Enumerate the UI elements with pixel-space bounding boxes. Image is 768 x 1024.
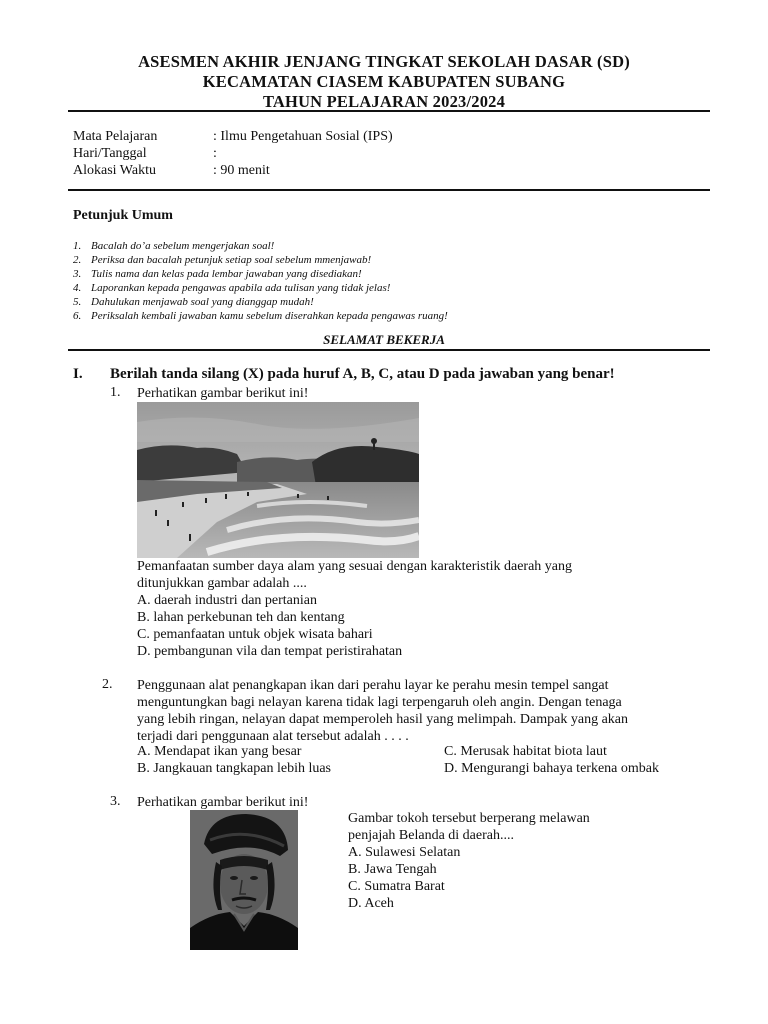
option-b[interactable]: B. lahan perkebunan teh dan kentang: [137, 610, 345, 625]
item-text: Dahulukan menjawab soal yang dianggap mudah!: [91, 296, 314, 308]
portrait-image: [190, 810, 298, 950]
info-row-time: [73, 162, 393, 179]
stem-line: yang lebih ringan, nelayan dapat memperoleh hasil yang melimpah. Dampak yang akan: [137, 712, 629, 727]
instructions-list: [73, 239, 448, 323]
item-text: Bacalah do’a sebelum mengerjakan soal!: [91, 240, 275, 252]
question-1-number: 1.: [110, 385, 121, 400]
section-number: I.: [73, 366, 83, 382]
info-value: : Ilmu Pengetahuan Sosial (IPS): [213, 129, 393, 144]
stem-line: terjadi dari penggunaan alat tersebut adalah . . . .: [137, 729, 409, 744]
info-value: : 90 menit: [213, 163, 270, 178]
info-value: :: [213, 146, 217, 161]
divider-greeting: [68, 349, 710, 351]
item-number: 2.: [73, 254, 82, 266]
item-text: Periksalah kembali jawaban kamu sebelum diserahkan kepada pengawas ruang!: [91, 310, 448, 322]
option-b[interactable]: B. Jawa Tengah: [348, 862, 437, 877]
exam-info: [73, 128, 393, 179]
beach-image: [137, 402, 419, 558]
stem-line: Pemanfaatan sumber daya alam yang sesuai dengan karakteristik daerah yang: [137, 559, 572, 574]
instructions-title: Petunjuk Umum: [73, 208, 173, 223]
list-item: [73, 295, 448, 309]
exam-title: [0, 52, 768, 112]
stem-line: Penggunaan alat penangkapan ikan dari perahu layar ke perahu mesin tempel sangat: [137, 678, 609, 693]
divider-top: [68, 110, 710, 112]
item-text: Periksa dan bacalah petunjuk setiap soal sebelum mmenjawab!: [91, 254, 372, 266]
info-key: Alokasi Waktu: [73, 163, 156, 178]
question-3-stem: [348, 810, 590, 912]
question-2-number: 2.: [102, 677, 113, 692]
stem-line: penjajah Belanda di daerah....: [348, 828, 514, 843]
list-item: [73, 253, 448, 267]
question-1-intro: Perhatikan gambar berikut ini!: [137, 386, 309, 401]
item-text: Tulis nama dan kelas pada lembar jawaban yang disediakan!: [91, 268, 362, 280]
list-item: [73, 281, 448, 295]
divider-info: [68, 189, 710, 191]
greeting: SELAMAT BEKERJA: [323, 332, 445, 347]
option-d[interactable]: D. Aceh: [348, 896, 394, 911]
stem-line: menguntungkan bagi nelayan karena tidak lagi terpengaruh oleh angin. Dengan tenaga: [137, 695, 622, 710]
stem-line: ditunjukkan gambar adalah ....: [137, 576, 307, 591]
info-row-subject: [73, 128, 393, 145]
title-line-2: KECAMATAN CIASEM KABUPATEN SUBANG: [202, 72, 566, 91]
option-a[interactable]: A. daerah industri dan pertanian: [137, 593, 317, 608]
item-number: 4.: [73, 282, 82, 294]
list-item: [73, 267, 448, 281]
option-b[interactable]: B. Jangkauan tangkapan lebih luas: [137, 761, 332, 776]
option-c[interactable]: C. pemanfaatan untuk objek wisata bahari: [137, 627, 373, 642]
section-instruction: Berilah tanda silang (X) pada huruf A, B, C, atau D pada jawaban yang benar!: [110, 366, 615, 382]
question-1-stem: [137, 558, 572, 660]
title-line-1: ASESMEN AKHIR JENJANG TINGKAT SEKOLAH DASAR (SD): [138, 52, 630, 71]
hero-portrait: [190, 810, 298, 950]
info-row-date: [73, 145, 393, 162]
item-number: 3.: [73, 268, 82, 280]
list-item: [73, 239, 448, 253]
question-2-stem: [137, 677, 628, 745]
question-3-number: 3.: [110, 794, 121, 809]
item-number: 5.: [73, 296, 82, 308]
stem-line: Gambar tokoh tersebut berperang melawan: [348, 811, 590, 826]
beach-photo: [137, 402, 419, 558]
title-line-3: TAHUN PELAJARAN 2023/2024: [262, 92, 506, 111]
option-d[interactable]: D. pembangunan vila dan tempat peristirahatan: [137, 644, 403, 659]
question-3-intro: Perhatikan gambar berikut ini!: [137, 795, 309, 810]
info-key: Hari/Tanggal: [73, 146, 147, 161]
option-d[interactable]: D. Mengurangi bahaya terkena ombak: [444, 761, 659, 776]
list-item: [73, 309, 448, 323]
item-number: 1.: [73, 240, 82, 252]
item-number: 6.: [73, 310, 82, 322]
option-c[interactable]: C. Merusak habitat biota laut: [444, 744, 607, 759]
option-a[interactable]: A. Mendapat ikan yang besar: [137, 744, 302, 759]
info-key: Mata Pelajaran: [73, 129, 158, 144]
option-a[interactable]: A. Sulawesi Selatan: [348, 845, 461, 860]
item-text: Laporankan kepada pengawas apabila ada tulisan yang tidak jelas!: [91, 282, 391, 294]
option-c[interactable]: C. Sumatra Barat: [348, 879, 445, 894]
